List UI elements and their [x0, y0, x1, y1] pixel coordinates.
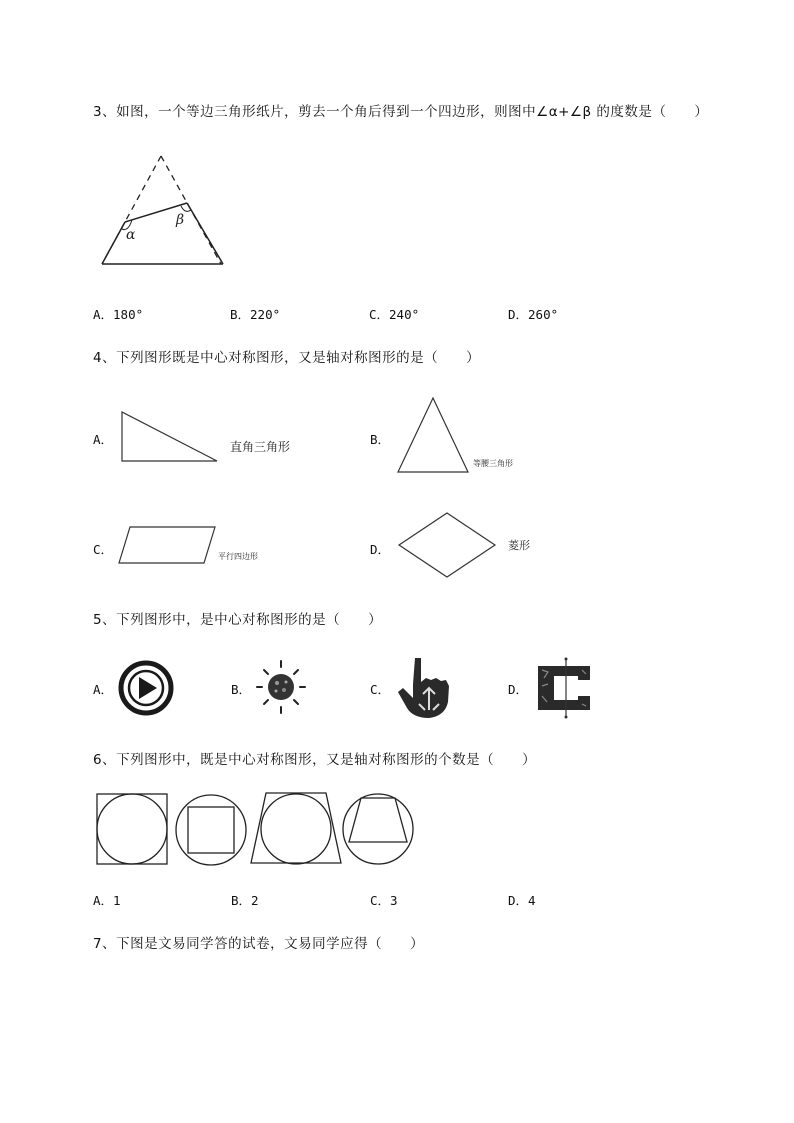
q3-option-b[interactable]: B．220°: [230, 307, 281, 322]
q3-triangle-figure: [95, 150, 235, 272]
q5-option-c[interactable]: C．: [370, 682, 391, 697]
question-4-stem: 4、下列图形既是中心对称图形，又是轴对称图形的是（ ）: [93, 350, 481, 366]
q5-option-d[interactable]: D．: [508, 682, 529, 697]
trapezoid-with-inscribed-circle: [251, 793, 341, 864]
q6-shapes-figure: [93, 790, 423, 868]
square-with-inscribed-circle: [97, 794, 167, 864]
sun-icon: [255, 658, 309, 716]
isosceles-triangle-caption: 等腰三角形: [473, 459, 513, 468]
alpha-label: α: [126, 227, 136, 243]
q5-option-a[interactable]: A．: [93, 682, 114, 697]
question-7-stem: 7、下图是文易同学答的试卷，文易同学应得（ ）: [93, 936, 425, 952]
isosceles-triangle-figure: [393, 395, 523, 475]
circle-with-inscribed-trapezoid: [343, 794, 413, 864]
parallelogram-figure: [116, 524, 276, 568]
rhombus-caption: 菱形: [508, 539, 530, 552]
question-5-stem: 5、下列图形中，是中心对称图形的是（ ）: [93, 612, 383, 628]
solid-side-right: [187, 203, 223, 264]
right-triangle-caption: 直角三角形: [230, 440, 291, 454]
q6-option-a[interactable]: A．1: [93, 893, 121, 908]
q3-option-a[interactable]: A．180°: [93, 307, 144, 322]
q3-option-c[interactable]: C．240°: [369, 307, 420, 322]
q6-option-d[interactable]: D．4: [508, 893, 536, 908]
hand-icon: [395, 654, 453, 720]
right-triangle-figure: [118, 408, 308, 466]
beta-label: β: [176, 212, 185, 228]
q4-option-c[interactable]: C．: [93, 542, 114, 557]
q4-option-d[interactable]: D．: [370, 542, 391, 557]
q6-option-b[interactable]: B．2: [231, 893, 259, 908]
q5-option-b[interactable]: B．: [231, 682, 252, 697]
circle-with-inscribed-square: [176, 795, 246, 865]
solid-side-left: [102, 222, 125, 264]
play-circle-icon: [117, 660, 175, 716]
q6-option-c[interactable]: C．3: [370, 893, 398, 908]
q4-option-a[interactable]: A．: [93, 432, 114, 447]
question-3-stem: 3、如图，一个等边三角形纸片，剪去一个角后得到一个四边形，则图中∠α+∠β 的度数是（ ）: [93, 104, 709, 120]
c-logo-icon: [532, 656, 596, 720]
parallelogram-caption: 平行四边形: [218, 552, 258, 561]
rhombus-figure: [396, 510, 546, 582]
q3-option-d[interactable]: D．260°: [508, 307, 559, 322]
question-6-stem: 6、下列图形中，既是中心对称图形，又是轴对称图形的个数是（ ）: [93, 752, 537, 768]
q4-option-b[interactable]: B．: [370, 432, 391, 447]
